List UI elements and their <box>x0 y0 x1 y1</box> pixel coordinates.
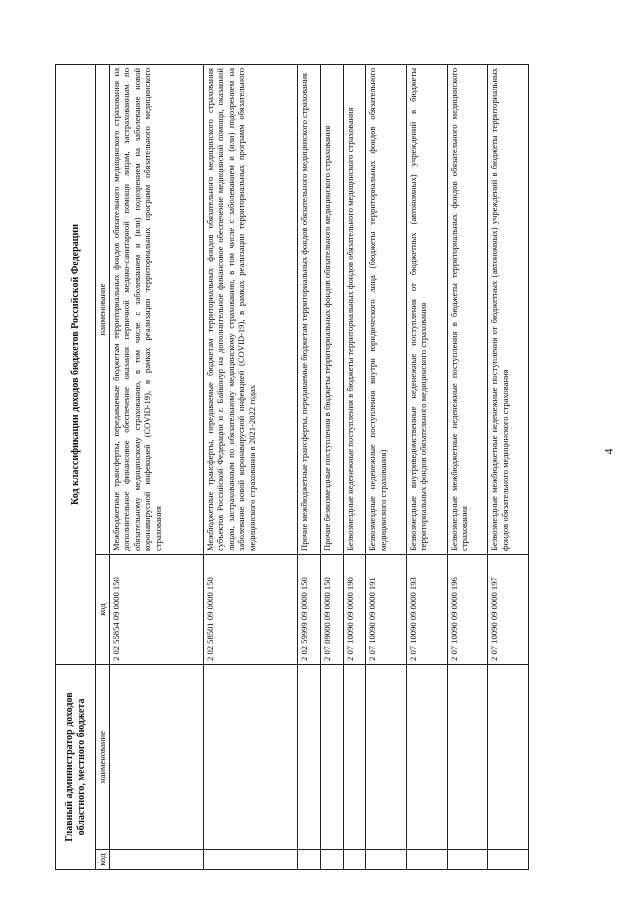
table-row <box>407 64 448 869</box>
admin-name-cell <box>110 665 204 850</box>
admin-code-cell <box>488 850 529 870</box>
admin-code-cell <box>407 850 448 870</box>
income-code-cell: 2 02 55854 09 0000 150 <box>110 555 204 665</box>
admin-code-cell <box>297 850 320 870</box>
admin-code-cell <box>110 850 204 870</box>
admin-name-cell <box>488 665 529 850</box>
income-name-cell: Межбюджетные трансферты, передаваемые бюджетам территориальных фондов обязательного медицинского страхования на дополнительное финансовое обеспечение оказания первичной медико-санитарной помощи лицам, застрахованным по обязательному медицинскому страхованию, в том числе с заболеванием и (или) подозрением на заболевание новой коронавирусной инфекцией (COVID-19), в рамках реализации территориальных программ обязательного медицинского страхования <box>110 64 204 554</box>
admin-code-cell <box>320 850 343 870</box>
admin-name-cell <box>203 665 297 850</box>
income-classification-table <box>55 64 529 870</box>
col-code-header: код <box>96 850 110 870</box>
income-name-cell: Безвозмездные межбюджетные неденежные поступления от бюджетных (автономных) учреждений в бюджеты территориальных фондов обязательного медицинского страхования <box>488 64 529 554</box>
table-row <box>320 64 343 869</box>
col-name2-header: наименование <box>96 64 110 554</box>
table-row <box>366 64 407 869</box>
income-name-cell: Межбюджетные трансферты, передаваемые бюджетам территориальных фондов обязательного медицинского страхования субъектов Российской Федерации и г. Байконур на дополнительное финансовое обеспечение медицинской помощи, оказанной лицам, застрахованным по обязательному медицинскому страхованию, в том числе с заболеванием и (или) подозрением на заболевание новой коронавирусной инфекцией (COVID-19), в рамках реализации территориальных программ обязательного медицинского страхования в 2021-2022 годах <box>203 64 297 554</box>
admin-code-cell <box>366 850 407 870</box>
table-row <box>343 64 366 869</box>
admin-code-cell <box>203 850 297 870</box>
admin-header: Главный администратор доходов областного, местного бюджета <box>56 665 96 870</box>
table-row <box>297 64 320 869</box>
income-code-cell: 2 07 10090 09 0000 191 <box>366 555 407 665</box>
income-code-cell: 2 07 10090 09 0000 190 <box>343 555 366 665</box>
admin-code-cell <box>343 850 366 870</box>
table-row <box>203 64 297 869</box>
page-number: 4 <box>601 448 616 455</box>
income-name-cell: Безвозмездные внутриведомственные неденежные поступления от бюджетных (автономных) учреждений в бюджеты территориальных фондов обязательного медицинского страхования <box>407 64 448 554</box>
income-code-cell: 2 02 58501 09 0000 150 <box>203 555 297 665</box>
income-code-cell: 2 07 09000 09 0000 150 <box>320 555 343 665</box>
income-code-cell: 2 02 59999 09 0000 150 <box>297 555 320 665</box>
table-row <box>447 64 488 869</box>
income-name-cell: Прочие межбюджетные трансферты, передаваемые бюджетам территориальных фондов обязательного медицинского страхования <box>297 64 320 554</box>
col-code2-header: код <box>96 555 110 665</box>
income-code-cell: 2 07 10090 09 0000 193 <box>407 555 448 665</box>
income-name-cell: Безвозмездные неденежные поступления в бюджеты территориальных фондов обязательного медицинского страхования <box>343 64 366 554</box>
admin-name-cell <box>297 665 320 850</box>
admin-name-cell <box>320 665 343 850</box>
table-row <box>110 64 204 869</box>
classification-header: Код классификации доходов бюджетов Российской Федерации <box>56 64 96 664</box>
admin-code-cell <box>447 850 488 870</box>
col-name-header: наименование <box>96 665 110 850</box>
admin-name-cell <box>366 665 407 850</box>
income-name-cell: Безвозмездные неденежные поступления внутри юридического лица (бюджеты территориальных фондов обязательного медицинского страхования) <box>366 64 407 554</box>
income-name-cell: Прочие безвозмездные поступления в бюджеты территориальных фондов обязательного медицинского страхования <box>320 64 343 554</box>
income-code-cell: 2 07 10090 09 0000 197 <box>488 555 529 665</box>
income-name-cell: Безвозмездные межбюджетные неденежные поступления в бюджеты территориальных фондов обязательного медицинского страхования <box>447 64 488 554</box>
admin-name-cell <box>447 665 488 850</box>
table-row <box>488 64 529 869</box>
income-code-cell: 2 07 10090 09 0000 196 <box>447 555 488 665</box>
rotated-table-container <box>55 65 529 870</box>
admin-name-cell <box>343 665 366 850</box>
admin-name-cell <box>407 665 448 850</box>
